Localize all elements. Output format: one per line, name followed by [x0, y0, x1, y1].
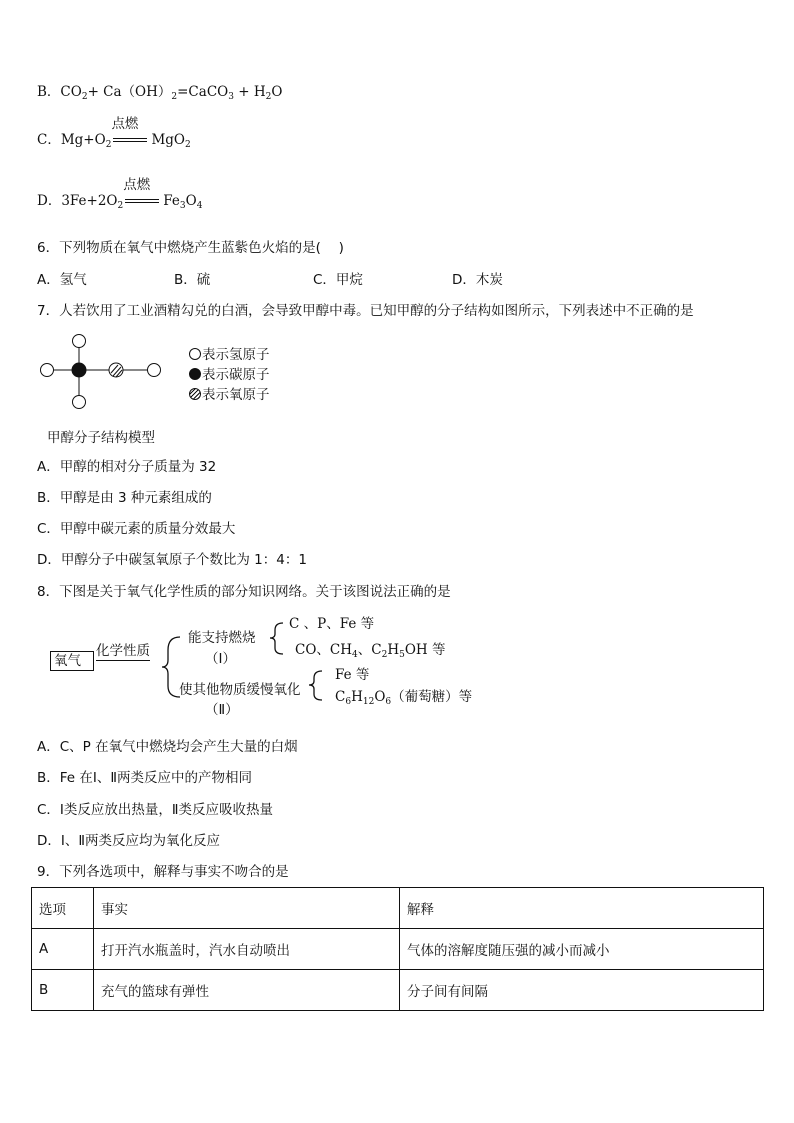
network-property: 化学性质	[96, 643, 150, 659]
network-branch-1: 能支持燃烧	[188, 630, 256, 646]
legend-hydrogen: 表示氢原子	[189, 345, 270, 365]
table-cell: B	[32, 970, 94, 1011]
q6-option-c: C．甲烷	[313, 272, 363, 288]
network-branch-2-item-2: $C_6H_{12}O_6$（葡萄糖）等	[335, 689, 473, 707]
q9-stem: 9．下列各选项中，解释与事实不吻合的是	[37, 864, 289, 880]
legend-carbon: 表示碳原子	[189, 365, 270, 385]
q7-option-c: C．甲醇中碳元素的质量分效最大	[37, 521, 236, 537]
q6-option-b: B．硫	[174, 272, 211, 288]
network-branch-1-tag: （Ⅰ）	[205, 651, 236, 667]
network-branch-2: 使其他物质缓慢氧化	[179, 682, 301, 698]
network-branch-2-item-1: Fe 等	[335, 667, 370, 683]
q8-option-b: B．Fe 在Ⅰ、Ⅱ两类反应中的产物相同	[37, 770, 253, 786]
network-branch-1-item-1: C 、P、Fe 等	[289, 616, 375, 632]
q8-option-a: A．C、P 在氧气中燃烧均会产生大量的白烟	[37, 739, 298, 755]
q9-table	[31, 887, 764, 1011]
network-branch-1-item-2: CO、$CH_4$、$C_2H_5OH$ 等	[295, 642, 446, 660]
table-cell: 打开汽水瓶盖时，汽水自动喷出	[94, 929, 400, 970]
legend-oxygen: 表示氧原子	[189, 385, 270, 405]
q6-option-d: D．木炭	[452, 272, 503, 288]
q5-option-c: C．$Mg+O_2$ 点燃 MgO$_2$	[37, 115, 191, 150]
q8-stem: 8．下图是关于氧气化学性质的部分知识网络。关于该图说法正确的是	[37, 584, 451, 600]
q8-option-d: D．Ⅰ、Ⅱ两类反应均为氧化反应	[37, 833, 221, 849]
molecule-caption: 甲醇分子结构模型	[47, 430, 155, 446]
network-branch-2-tag: （Ⅱ）	[205, 702, 239, 718]
table-row	[32, 970, 764, 1011]
q7-option-b: B．甲醇是由 3 种元素组成的	[37, 490, 212, 506]
table-row	[32, 929, 764, 970]
table-header-cell: 选项	[32, 888, 94, 929]
q5-option-d: D．$3Fe+2O_2$ 点燃 $Fe_3O_4$	[37, 176, 203, 211]
reaction-condition: 点燃	[125, 195, 159, 209]
table-header-cell: 解释	[400, 888, 764, 929]
reaction-condition: 点燃	[113, 134, 147, 148]
table-cell: A	[32, 929, 94, 970]
table-cell: 分子间有间隔	[400, 970, 764, 1011]
q8-option-c: C．Ⅰ类反应放出热量，Ⅱ类反应吸收热量	[37, 802, 274, 818]
q7-option-a: A．甲醇的相对分子质量为 32	[37, 459, 217, 475]
table-cell: 气体的溶解度随压强的减小而减小	[400, 929, 764, 970]
table-cell: 充气的篮球有弹性	[94, 970, 400, 1011]
network-root: 氧气	[50, 651, 94, 671]
q6-stem: 6．下列物质在氧气中燃烧产生蓝紫色火焰的是( )	[37, 240, 344, 256]
table-header-cell: 事实	[94, 888, 400, 929]
q7-stem: 7．人若饮用了工业酒精勾兑的白酒，会导致甲醇中毒。已知甲醇的分子结构如图所示，下列表述中不正确的是	[37, 303, 694, 319]
q6-option-a: A．氢气	[37, 272, 87, 288]
q7-option-d: D．甲醇分子中碳氢氧原子个数比为 1：4：1	[37, 552, 307, 568]
q5-option-b: B．$CO_2+$ $Ca(OH)_2=CaCO_3 + H_2O$	[37, 84, 283, 102]
table-header-row	[32, 888, 764, 929]
